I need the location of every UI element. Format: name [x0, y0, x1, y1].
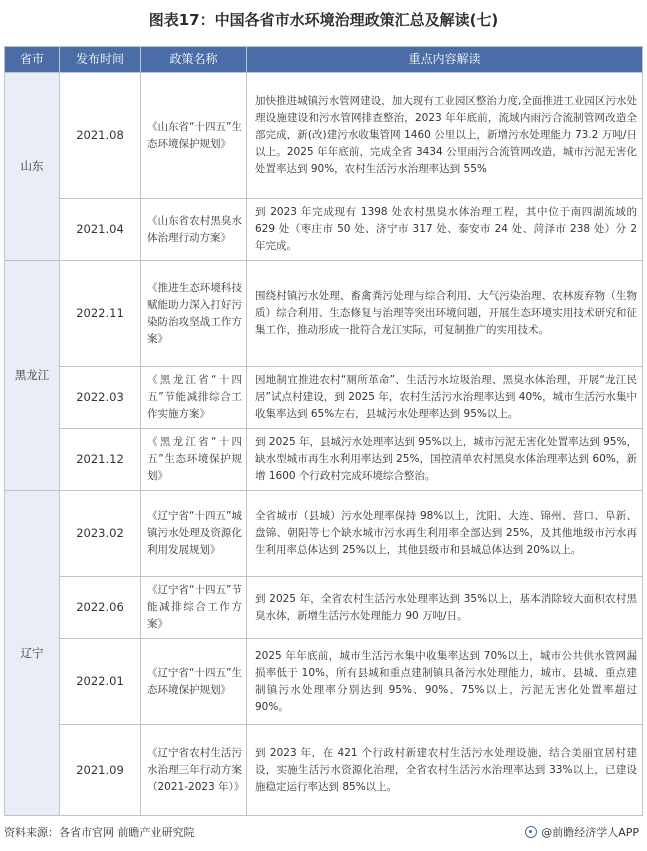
header-province: 省市: [5, 47, 60, 73]
header-date: 发布时间: [60, 47, 141, 73]
row-date: 2023.02: [60, 491, 141, 577]
row-content: 到 2023 年，在 421 个行政村新建农村生活污水处理设施，结合美丽宜居村建设，实施生活污水资源化治理，全省农村生活污水治理率达到 33%以上，已建设施稳定运行率达到 85%以上。: [247, 725, 643, 816]
row-policy: 《辽宁省“十四五”城镇污水处理及资源化利用发展规划》: [141, 491, 247, 577]
row-policy: 《黑龙江省“十四五”生态环境保护规划》: [141, 429, 247, 491]
row-policy: 《黑龙江省“十四五”节能减排综合工作实施方案》: [141, 367, 247, 429]
row-date: 2022.11: [60, 261, 141, 367]
row-date: 2021.09: [60, 725, 141, 816]
row-content: 到 2025 年，全省农村生活污水处理率达到 35%以上，基本消除较大面积农村黑臭水体，新增生活污水处理能力 90 万吨/日。: [247, 577, 643, 639]
header-policy: 政策名称: [141, 47, 247, 73]
page-title: 图表17：中国各省市水环境治理政策汇总及解读(七): [148, 11, 499, 29]
source-note: 资料来源：各省市官网 前瞻产业研究院: [4, 826, 195, 839]
brand-text: @前瞻经济学人APP: [541, 826, 639, 839]
province-liaoning: 辽宁: [5, 491, 60, 816]
row-date: 2021.04: [60, 199, 141, 261]
row-date: 2022.06: [60, 577, 141, 639]
row-policy: 《山东省农村黑臭水体治理行动方案》: [141, 199, 247, 261]
row-policy: 《推进生态环境科技赋能助力深入打好污染防治攻坚战工作方案》: [141, 261, 247, 367]
row-policy: 《辽宁省“十四五”节能减排综合工作方案》: [141, 577, 247, 639]
row-policy: 《山东省“十四五”生态环境保护规划》: [141, 73, 247, 199]
row-content: 因地制宜推进农村“厕所革命”、生活污水垃圾治理、黑臭水体治理，开展“龙江民居”试点村建设，到 2025 年，农村生活污水治理率达到 40%，城市生活污水集中收集率达到 65%左右，县城污水处理率达到 95%以上。: [247, 367, 643, 429]
province-heilongjiang: 黑龙江: [5, 261, 60, 491]
policy-table: [4, 46, 643, 816]
row-date: 2022.03: [60, 367, 141, 429]
row-date: 2022.01: [60, 639, 141, 725]
row-content: 2025 年年底前，城市生活污水集中收集率达到 70%以上，城市公共供水管网漏损率低于 10%，所有县城和重点建制镇具备污水处理能力，城市、县城、重点建制镇污水处理率分别达到 95%、90%、75%以上，污泥无害化处置率超过 90%。: [247, 639, 643, 725]
row-date: 2021.12: [60, 429, 141, 491]
province-shandong: 山东: [5, 73, 60, 261]
row-content: 全省城市（县城）污水处理率保持 98%以上，沈阳、大连、锦州、营口、阜新、盘锦、朝阳等七个缺水城市污水再生利用率全部达到 25%，及其他地级市污水再生利用率总体达到 25%以上，其他县级市和县城总体达到 20%以上。: [247, 491, 643, 577]
row-content: 到 2023 年完成现有 1398 处农村黑臭水体治理工程，其中位于南四湖流域的 629 处（枣庄市 50 处、济宁市 317 处、泰安市 24 处、菏泽市 238 处）分 2 年完成。: [247, 199, 643, 261]
qianzhan-logo-icon: [525, 826, 537, 838]
header-content: 重点内容解读: [247, 47, 643, 73]
row-content: 围绕村镇污水处理、畜禽粪污处理与综合利用、大气污染治理、农林废弃物（生物质）综合利用、生态修复与治理等突出环境问题，开展生态环境实用技术研究和征集工作，推动形成一批符合龙江实际，可复制推广的实用技术。: [247, 261, 643, 367]
row-policy: 《辽宁省“十四五”生态环境保护规划》: [141, 639, 247, 725]
row-date: 2021.08: [60, 73, 141, 199]
row-content: 加快推进城镇污水管网建设，加大现有工业园区整治力度,全面推进工业园区污水处理设施建设和污水管网排查整治，2023 年年底前，流域内雨污合流制管网改造全部完成，新(改)建污水收集管网 1460 公里以上，新增污水处理能力 73.2 万吨/日以上。2025 年年底前，完成全省 3434 公里雨污合流管网改造，城市污泥无害化处置率达到 90%，农村生活污水治理率达到 55%: [247, 73, 643, 199]
row-content: 到 2025 年，县城污水处理率达到 95%以上，城市污泥无害化处置率达到 95%，缺水型城市再生水利用率达到 25%，国控清单农村黑臭水体治理率达到 60%，新增 1600 个行政村完成环境综合整治。: [247, 429, 643, 491]
brand-credit: [525, 824, 639, 840]
row-policy: 《辽宁省农村生活污水治理三年行动方案（2021-2023 年）》: [141, 725, 247, 816]
